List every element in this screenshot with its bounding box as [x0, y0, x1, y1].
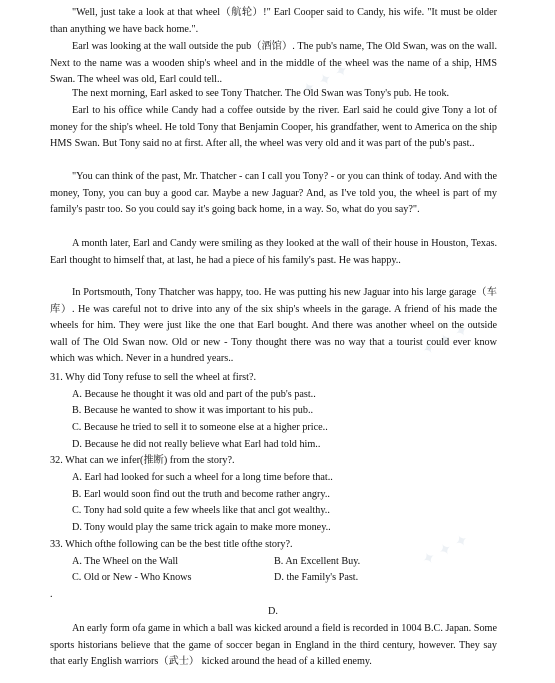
question-32-stem: 32. What can we infer(推断) from the story?. — [50, 455, 235, 466]
question-32-option-d: D. Tony would play the same trick again to make more money.. — [72, 522, 331, 533]
question-31-option-b: B. Because he wanted to show it was important to his pub.. — [72, 405, 314, 416]
paragraph-3: The next morning, Earl asked to see Tony Thatcher. The Old Swan was Tony's pub. He took. — [72, 88, 450, 99]
question-33-option-c: C. Old or New - Who Knows — [72, 572, 192, 583]
watermark: ✦ ✦ ✦ — [418, 319, 472, 360]
passage-d-paragraph: An early form ofa game in which a ball was kicked around a field is recorded in 1004 B.C. Japan. Some sports historians believe that the game of soccer began in England in the third century, however. They say that early English warriors（武士） kicked around the head of a killed enemy. — [50, 623, 497, 668]
paragraph-6: A month later, Earl and Candy were smiling as they looked at the wall of their house in Houston, Texas. Earl thought to himself that, at last, he had a piece of his family's past. He was happy.. — [50, 238, 497, 266]
question-33-options-row-1 — [72, 554, 492, 570]
question-33-option-d: D. the Family's Past. — [274, 572, 359, 583]
question-32-option-a: A. Earl had looked for such a wheel for a long time before that.. — [72, 472, 333, 483]
question-31-option-a: A. Because he thought it was old and part of the pub's past.. — [72, 389, 316, 400]
paragraph-5: "You can think of the past, Mr. Thatcher - can I call you Tony? - or you can think of today. And with the money, Tony, you can buy a good car. Maybe a new Jaguar? And, as I've told you, the wheel is part of my family's pastr too. So you could say it's going back home, in a way. So, what do you say?". — [50, 171, 497, 216]
paragraph-1: "Well, just take a look at that wheel（航轮）!" Earl Cooper said to Candy, his wife. "It must be older than anything we have back home.". — [50, 7, 497, 35]
paragraph-2: Earl was looking at the wall outside the pub（酒馆）. The pub's name, The Old Swan, was on the wall. Next to the name was a wooden ship's wheel and in the middle of the wheel was the name of a ship, HMS Swan. The wheel was old, Earl could tell.. — [50, 41, 497, 86]
question-33-options-row-2 — [72, 570, 492, 586]
paragraph-mark: . — [50, 589, 53, 600]
question-32-option-b: B. Earl would soon find out the truth and become rather angry.. — [72, 489, 330, 500]
paragraph-7: In Portsmouth, Tony Thatcher was happy, too. He was putting his new Jaguar into his large garage（车库）. He was careful not to drive into any of the six ship's wheels in the garage. A friend of his made the wheels for him. They were just like the one that Earl bought. And there was another wheel on the outside wall of The Old Swan now. Old or new - Tony thought there was no way that a tourist could ever know which was which. Never in a hundred years.. — [50, 287, 497, 365]
question-33-stem: 33. Which ofthe following can be the best title ofthe story?. — [50, 539, 293, 550]
watermark: ✦ ✦ ✦ — [418, 529, 472, 570]
question-32-option-c: C. Tony had sold quite a few wheels like that ancl got wealthy.. — [72, 505, 330, 516]
question-33-option-b: B. An Excellent Buy. — [274, 556, 361, 567]
question-31-option-c: C. Because he tried to sell it to someone else at a higher price.. — [72, 422, 328, 433]
section-heading-d: D. — [268, 606, 278, 617]
question-31-stem: 31. Why did Tony refuse to sell the wheel at first?. — [50, 372, 257, 383]
watermark: ✦ ✦ ✦ — [298, 59, 352, 100]
question-33-option-a: A. The Wheel on the Wall — [72, 556, 179, 567]
paragraph-4: Earl to his office while Candy had a coffee outside by the river. Earl said he could give Tony a lot of money for the ship's wheel. He told Tony that Benjamin Cooper, his grandfather, went to America on the ship HMS Swan. But Tony said no at first. After all, the wheel was very old and it was part of the pub's past.. — [50, 105, 497, 150]
question-31-option-d: D. Because he did not really believe what Earl had told him.. — [72, 439, 321, 450]
